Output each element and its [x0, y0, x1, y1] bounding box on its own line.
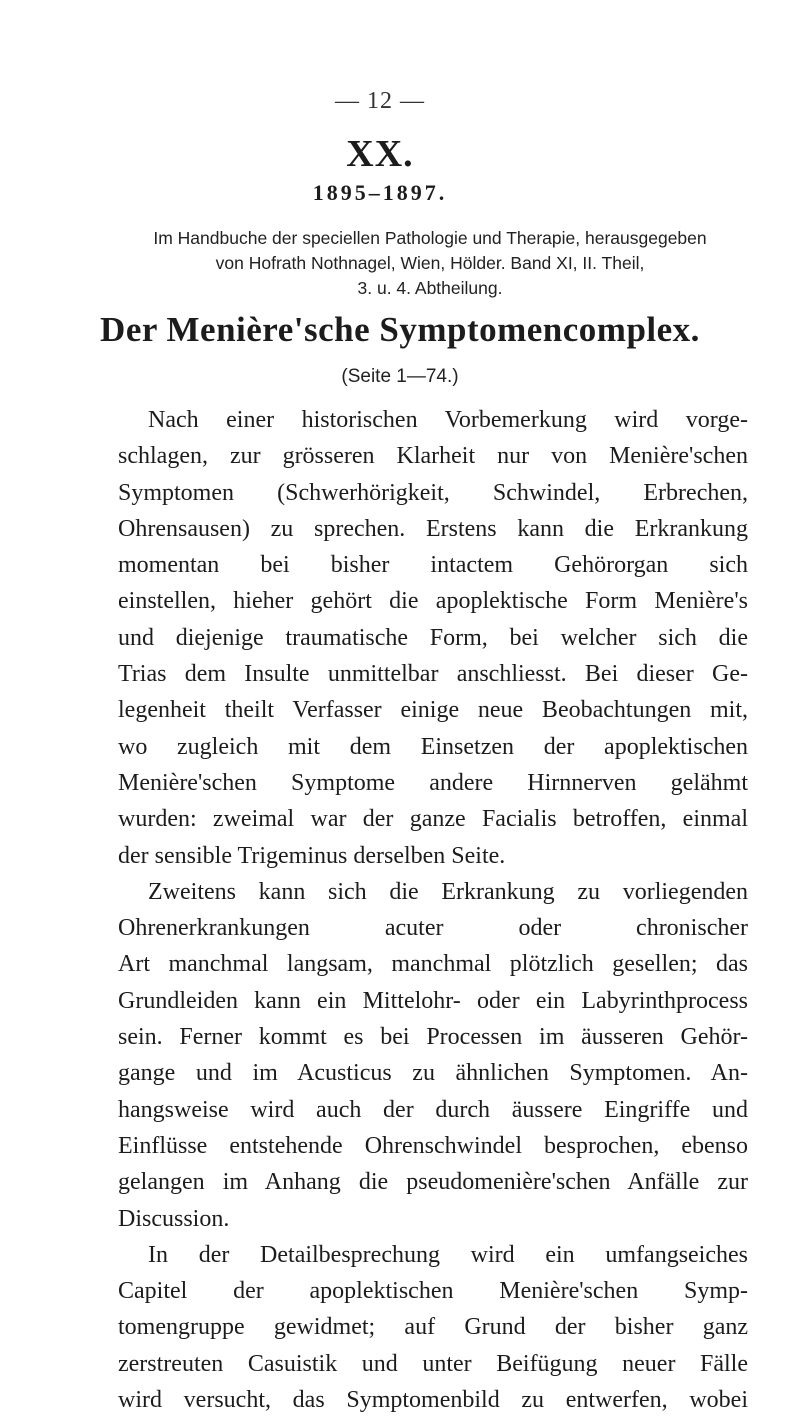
citation-line: von Hofrath Nothnagel, Wien, Hölder. Band XI, II. Theil, — [215, 253, 645, 273]
chapter-title: Der Menière'sche Symptomencomplex. — [100, 310, 700, 349]
text-line: Ohrenerkrankungen acuter oder chronischer — [118, 915, 748, 942]
text-line: wo zugleich mit dem Einsetzen der apoplektischen — [118, 733, 748, 760]
text-line: Trias dem Insulte unmittelbar anschliesst. Bei dieser Ge- — [118, 661, 748, 688]
citation-line: Im Handbuche der speciellen Pathologie und Therapie, herausgegeben — [153, 228, 707, 248]
page-number: — 12 — — [335, 88, 425, 114]
text-line: Grundleiden kann ein Mittelohr- oder ein Labyrinthprocess — [118, 987, 748, 1014]
text-line: hangsweise wird auch der durch äussere Eingriffe und — [118, 1096, 748, 1123]
text-line: In der Detailbesprechung wird ein umfangseiches — [148, 1241, 748, 1268]
text-line: und diejenige traumatische Form, bei welcher sich die — [118, 624, 748, 651]
text-line: zerstreuten Casuistik und unter Beifügung neuer Fälle — [118, 1350, 748, 1377]
source-citation — [115, 226, 745, 301]
text-line: wurden: zweimal war der ganze Facialis betroffen, einmal — [118, 806, 748, 833]
page-range: (Seite 1—74.) — [341, 366, 459, 387]
text-line: Capitel der apoplektischen Menière'schen Symp- — [118, 1278, 748, 1305]
text-line: gelangen im Anhang die pseudomenière'schen Anfälle zur — [118, 1169, 748, 1196]
text-line: Zweitens kann sich die Erkrankung zu vorliegenden — [148, 878, 748, 905]
text-line: Menière'schen Symptome andere Hirnnerven gelähmt — [118, 769, 748, 796]
text-line: Discussion. — [118, 1205, 230, 1232]
text-line: Symptomen (Schwerhörigkeit, Schwindel, Erbrechen, — [118, 479, 748, 506]
text-line: einstellen, hieher gehört die apoplektische Form Menière's — [118, 588, 748, 615]
text-line: schlagen, zur grösseren Klarheit nur von Menière'schen — [118, 443, 748, 470]
text-line: Art manchmal langsam, manchmal plötzlich gesellen; das — [118, 951, 748, 978]
text-line: legenheit theilt Verfasser einige neue Beobachtungen mit, — [118, 697, 748, 724]
text-line: Ohrensausen) zu sprechen. Erstens kann die Erkrankung — [118, 515, 748, 542]
text-line: Nach einer historischen Vorbemerkung wird vorge- — [148, 407, 748, 433]
text-line: gange und im Acusticus zu ähnlichen Symptomen. An- — [118, 1060, 748, 1087]
section-number: XX. — [346, 133, 414, 175]
text-line: wird versucht, das Symptomenbild zu entwerfen, wobei — [118, 1387, 748, 1414]
text-line: Einflüsse entstehende Ohrenschwindel besprochen, ebenso — [118, 1132, 748, 1159]
citation-line: 3. u. 4. Abtheilung. — [357, 278, 503, 298]
text-line: sein. Ferner kommt es bei Processen im äusseren Gehör- — [118, 1024, 748, 1051]
text-line: momentan bei bisher intactem Gehörorgan sich — [118, 552, 748, 579]
body-text — [118, 402, 748, 1418]
text-line: der sensible Trigeminus derselben Seite. — [118, 842, 506, 869]
text-line: tomengruppe gewidmet; auf Grund der bisher ganz — [118, 1314, 748, 1341]
year-range: 1895–1897. — [312, 180, 448, 205]
